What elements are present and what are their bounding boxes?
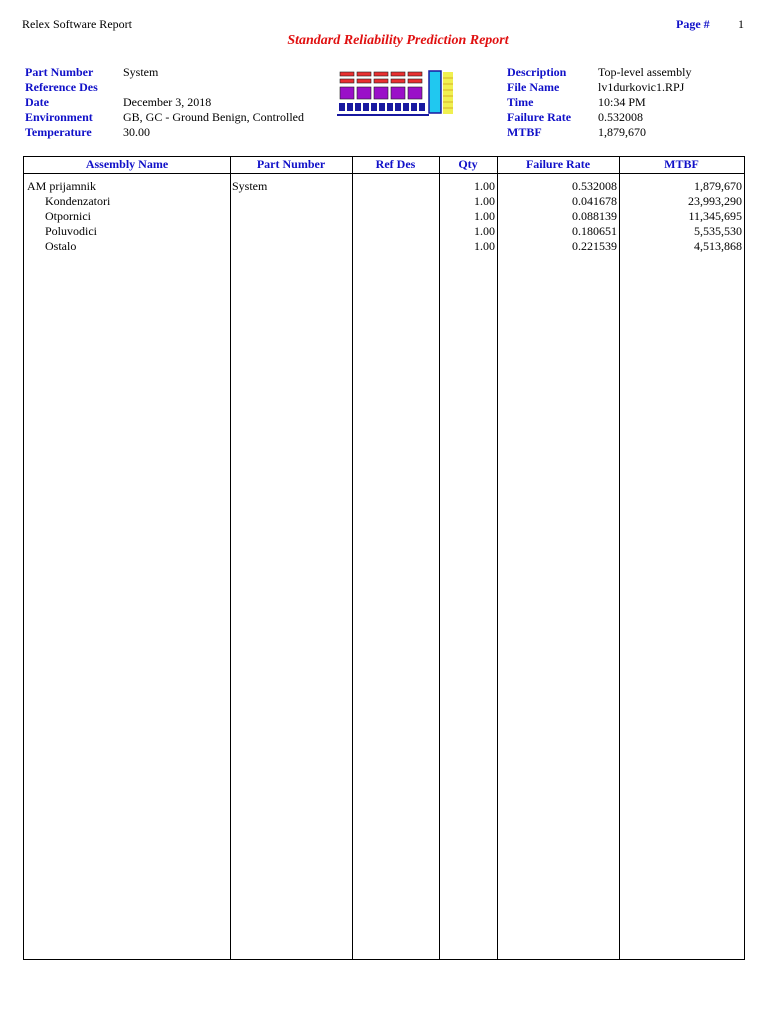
time-label: Time <box>507 95 534 109</box>
relex-logo-icon <box>337 70 457 118</box>
assembly-table <box>23 156 745 960</box>
temperature-label: Temperature <box>25 125 92 139</box>
qty-cell: 1.00 <box>474 224 495 238</box>
time-value: 10:34 PM <box>598 95 646 109</box>
part-number-label: Part Number <box>25 65 94 79</box>
failure-rate-label: Failure Rate <box>507 110 572 124</box>
date-label: Date <box>25 95 49 109</box>
part-number-value: System <box>123 65 159 79</box>
failure-rate-cell: 0.221539 <box>572 239 617 253</box>
column-header-ref-des: Ref Des <box>375 157 416 171</box>
column-divider <box>230 157 231 959</box>
table-row <box>24 194 744 209</box>
qty-cell: 1.00 <box>474 239 495 253</box>
column-header-part-number: Part Number <box>256 157 326 171</box>
mtbf-cell: 23,993,290 <box>688 194 742 208</box>
page-label: Page # <box>676 17 710 31</box>
failure-rate-cell: 0.532008 <box>572 179 617 193</box>
part-number-cell: System <box>232 179 268 193</box>
environment-value: GB, GC - Ground Benign, Controlled <box>123 110 304 124</box>
assembly-name-cell: Otpornici <box>45 209 91 223</box>
description-label: Description <box>507 65 567 79</box>
mtbf-cell: 5,535,530 <box>694 224 742 238</box>
table-row <box>24 224 744 239</box>
failure-rate-cell: 0.088139 <box>572 209 617 223</box>
column-header-assembly-name: Assembly Name <box>85 157 169 171</box>
page-number: 1 <box>738 17 744 31</box>
header-divider <box>24 173 744 174</box>
file-name-value: lv1durkovic1.RPJ <box>598 80 685 94</box>
failure-rate-cell: 0.041678 <box>572 194 617 208</box>
failure-rate-cell: 0.180651 <box>572 224 617 238</box>
mtbf-cell: 11,345,695 <box>688 209 742 223</box>
assembly-name-cell: Poluvodici <box>45 224 98 238</box>
date-value: December 3, 2018 <box>123 95 212 109</box>
column-header-mtbf: MTBF <box>664 157 699 171</box>
table-row <box>24 209 744 224</box>
report-title: Standard Reliability Prediction Report <box>287 33 509 48</box>
mtbf-value: 1,879,670 <box>598 125 646 139</box>
mtbf-cell: 1,879,670 <box>694 179 742 193</box>
table-row <box>24 239 744 254</box>
report-software-name: Relex Software Report <box>22 17 132 31</box>
column-divider <box>439 157 440 959</box>
qty-cell: 1.00 <box>474 209 495 223</box>
assembly-name-cell: Ostalo <box>45 239 77 253</box>
mtbf-label: MTBF <box>507 125 542 139</box>
mtbf-cell: 4,513,868 <box>694 239 742 253</box>
column-header-qty: Qty <box>458 157 478 171</box>
column-divider <box>497 157 498 959</box>
column-divider <box>352 157 353 959</box>
assembly-name-cell: Kondenzatori <box>45 194 111 208</box>
column-divider <box>619 157 620 959</box>
assembly-name-cell: AM prijamnik <box>27 179 96 193</box>
qty-cell: 1.00 <box>474 179 495 193</box>
environment-label: Environment <box>25 110 93 124</box>
temperature-value: 30.00 <box>123 125 150 139</box>
file-name-label: File Name <box>507 80 560 94</box>
qty-cell: 1.00 <box>474 194 495 208</box>
column-header-failure-rate: Failure Rate <box>525 157 591 171</box>
table-row <box>24 179 744 194</box>
reference-des-label: Reference Des <box>25 80 98 94</box>
description-value: Top-level assembly <box>598 65 692 79</box>
failure-rate-value: 0.532008 <box>598 110 643 124</box>
